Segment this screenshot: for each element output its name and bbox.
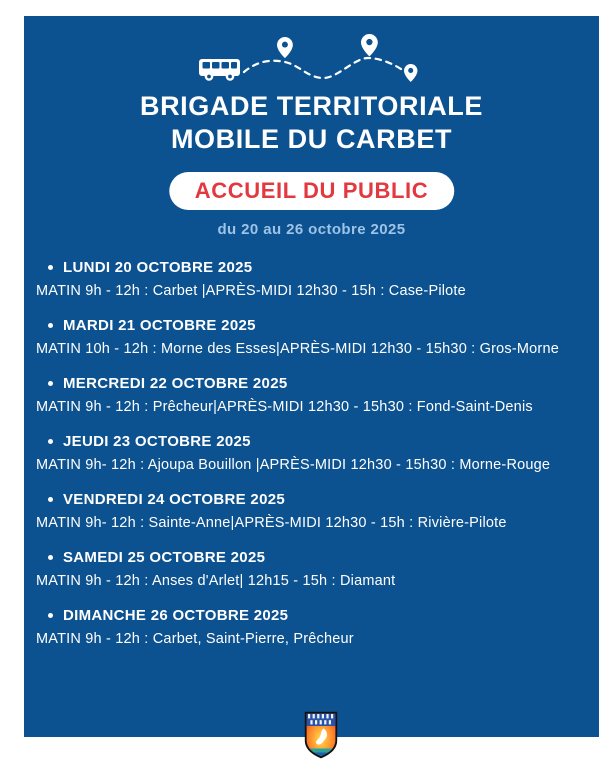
bullet-icon (48, 323, 53, 328)
entry-detail: MATIN 10h - 12h : Morne des Esses|APRÈS-MIDI 12h30 - 15h30 : Gros-Morne (36, 341, 559, 357)
entry-detail: MATIN 9h- 12h : Ajoupa Bouillon |APRÈS-MIDI 12h30 - 15h30 : Morne-Rouge (36, 457, 551, 473)
entry-detail: MATIN 9h - 12h : Carbet |APRÈS-MIDI 12h30 - 15h : Case-Pilote (36, 283, 466, 299)
schedule-entry (36, 491, 586, 532)
page-title-line2: MOBILE DU CARBET (170, 124, 453, 154)
date-range-subtitle: du 20 au 26 octobre 2025 (217, 221, 406, 238)
accueil-badge-label: ACCUEIL DU PUBLIC (194, 178, 429, 203)
carbet-coat-of-arms (304, 711, 338, 759)
entry-day: LUNDI 20 OCTOBRE 2025 (63, 259, 253, 276)
map-pin-icon (277, 37, 293, 58)
entry-day: MERCREDI 22 OCTOBRE 2025 (63, 375, 288, 392)
bus-route-illustration (197, 33, 427, 85)
schedule-entry (36, 549, 586, 590)
bullet-icon (48, 555, 53, 560)
bullet-icon (48, 497, 53, 502)
entry-day: SAMEDI 25 OCTOBRE 2025 (63, 549, 266, 566)
schedule-entry (36, 375, 586, 416)
entry-detail: MATIN 9h - 12h : Anses d'Arlet| 12h15 - 15h : Diamant (36, 573, 396, 589)
bullet-icon (48, 613, 53, 618)
bullet-icon (48, 439, 53, 444)
entry-day: MARDI 21 OCTOBRE 2025 (63, 317, 256, 334)
page-title-line1: BRIGADE TERRITORIALE (139, 91, 483, 121)
schedule-list (36, 259, 586, 665)
schedule-entry (36, 433, 586, 474)
entry-day: VENDREDI 24 OCTOBRE 2025 (63, 491, 285, 508)
page-title (24, 90, 599, 156)
map-pin-icon (404, 64, 417, 82)
schedule-entry (36, 259, 586, 300)
bullet-icon (48, 265, 53, 270)
entry-detail: MATIN 9h- 12h : Sainte-Anne|APRÈS-MIDI 12h30 - 15h : Rivière-Pilote (36, 515, 507, 531)
schedule-entry (36, 607, 586, 648)
entry-day: JEUDI 23 OCTOBRE 2025 (63, 433, 251, 450)
bullet-icon (48, 381, 53, 386)
route-dashed-line (244, 58, 404, 78)
accueil-badge (169, 172, 454, 210)
schedule-entry (36, 317, 586, 358)
entry-detail: MATIN 9h - 12h : Carbet, Saint-Pierre, Prêcheur (36, 631, 354, 647)
entry-day: DIMANCHE 26 OCTOBRE 2025 (63, 607, 289, 624)
poster-panel (24, 16, 599, 737)
map-pin-icon (361, 34, 378, 56)
entry-detail: MATIN 9h - 12h : Prêcheur|APRÈS-MIDI 12h30 - 15h30 : Fond-Saint-Denis (36, 399, 533, 415)
bus-icon (199, 59, 240, 81)
